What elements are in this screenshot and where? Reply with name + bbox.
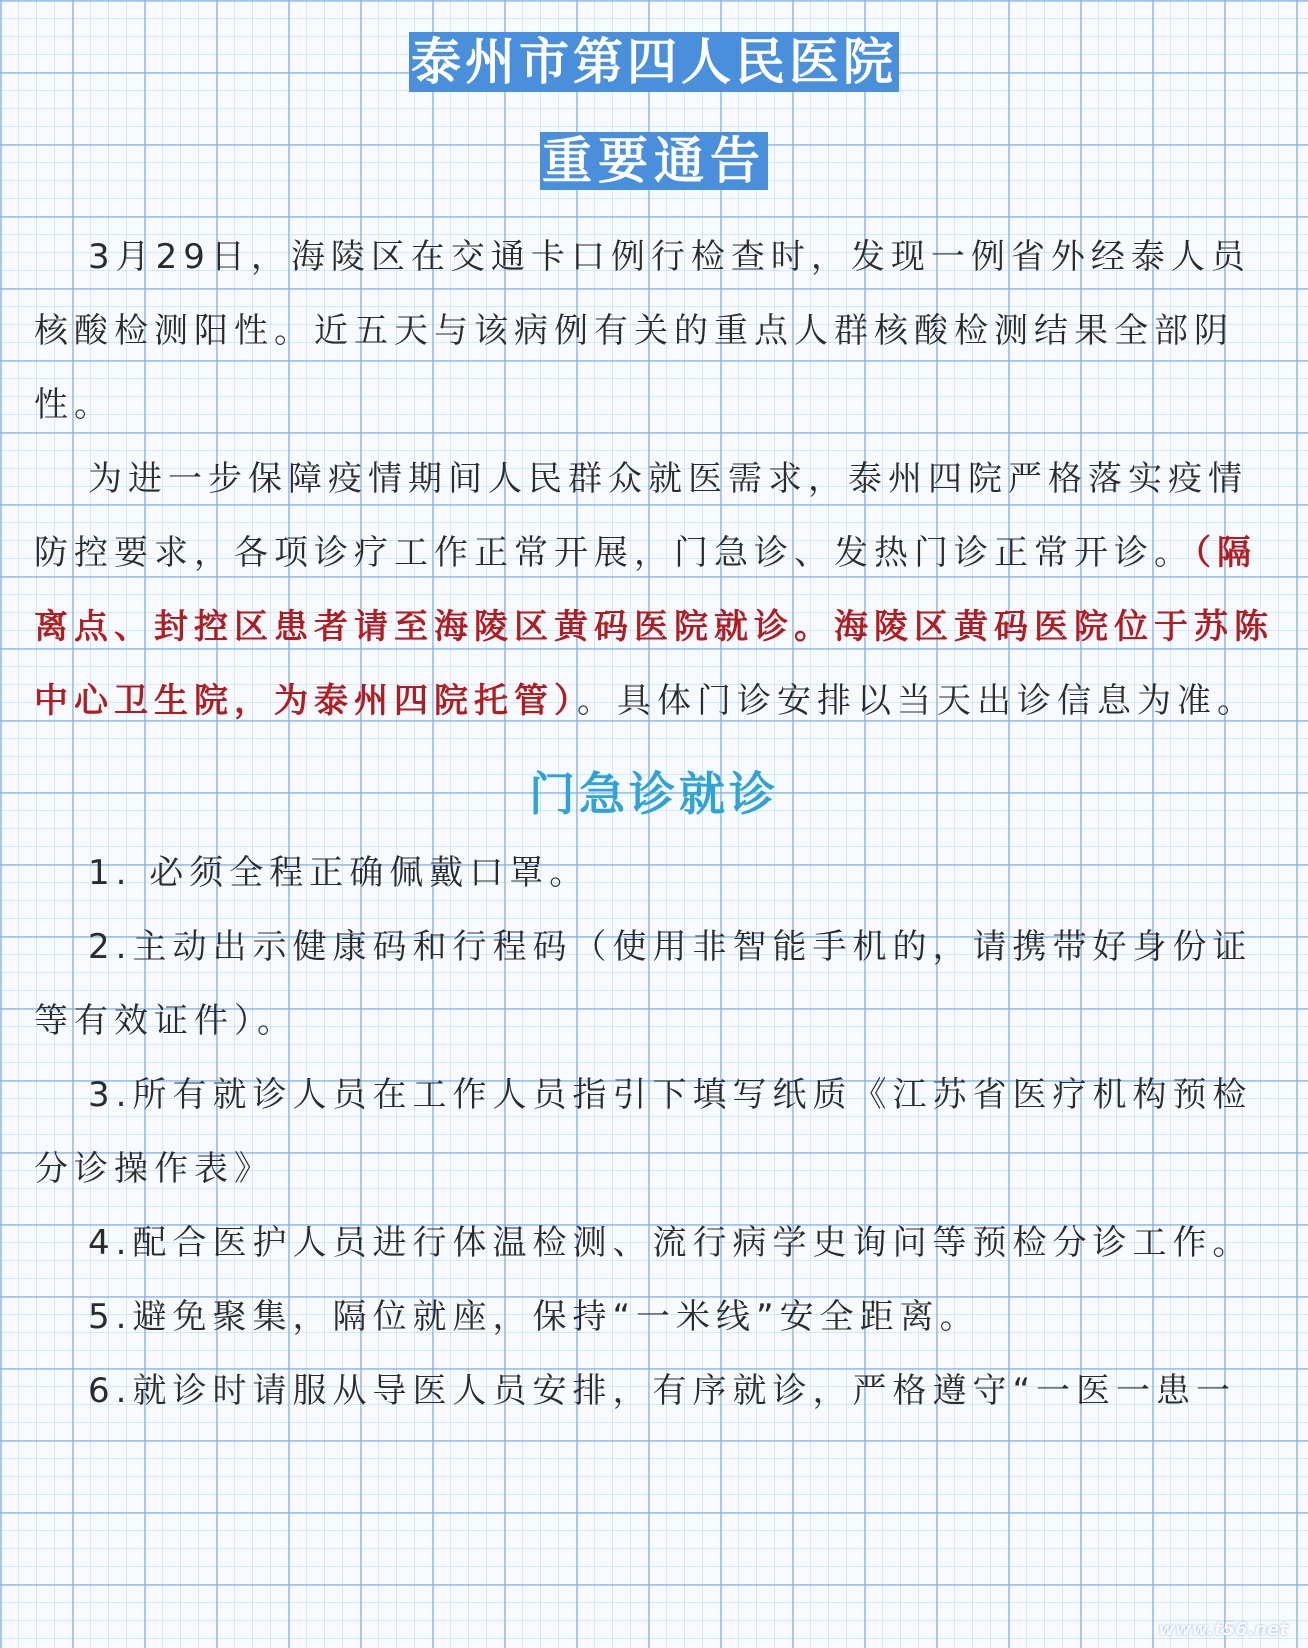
list-item: 1. 必须全程正确佩戴口罩。 xyxy=(88,853,590,893)
notice-body xyxy=(34,220,1274,738)
list-item: 2.主动出示健康码和行程码（使用非智能手机的，请携带好身份证等有效证件）。 xyxy=(34,927,1253,1041)
notice-page xyxy=(34,32,1274,1428)
paragraph-service xyxy=(34,442,1274,738)
yellow-code-hospital-notice: （隔离点、封控区患者请至海陵区黄码医院就诊。海陵区黄码医院位于苏陈中心卫生院，为泰州四院托管） xyxy=(34,533,1274,721)
instruction-list xyxy=(34,836,1274,1428)
watermark: www.t56.net xyxy=(1158,1619,1288,1640)
paragraph-service-tail: 。具体门诊安排以当天出诊信息为准。 xyxy=(577,681,1257,721)
list-item: 4.配合医护人员进行体温检测、流行病学史询问等预检分诊工作。 xyxy=(88,1223,1253,1263)
list-item: 6.就诊时请服从导医人员安排，有序就诊，严格遵守“一医一患一 xyxy=(88,1371,1237,1411)
list-item: 3.所有就诊人员在工作人员指引下填写纸质《江苏省医疗机构预检分诊操作表》 xyxy=(34,1075,1253,1189)
page-subtitle: 重要通告 xyxy=(542,132,766,190)
subtitle-wrapper xyxy=(34,132,1274,192)
paragraph-service-lead: 为进一步保障疫情期间人民群众就医需求，泰州四院严格落实疫情防控要求，各项诊疗工作正常开展，门急诊、发热门诊正常开诊。 xyxy=(34,459,1248,573)
page-title: 泰州市第四人民医院 xyxy=(411,33,897,91)
section-heading: 门急诊就诊 xyxy=(529,767,779,821)
title-wrapper xyxy=(34,32,1274,100)
list-item: 5.避免聚集，隔位就座，保持“一米线”安全距离。 xyxy=(88,1297,980,1337)
paragraph-outbreak: 3月29日，海陵区在交通卡口例行检查时，发现一例省外经泰人员核酸检测阳性。近五天与该病例有关的重点人群核酸检测结果全部阴性。 xyxy=(34,237,1251,425)
